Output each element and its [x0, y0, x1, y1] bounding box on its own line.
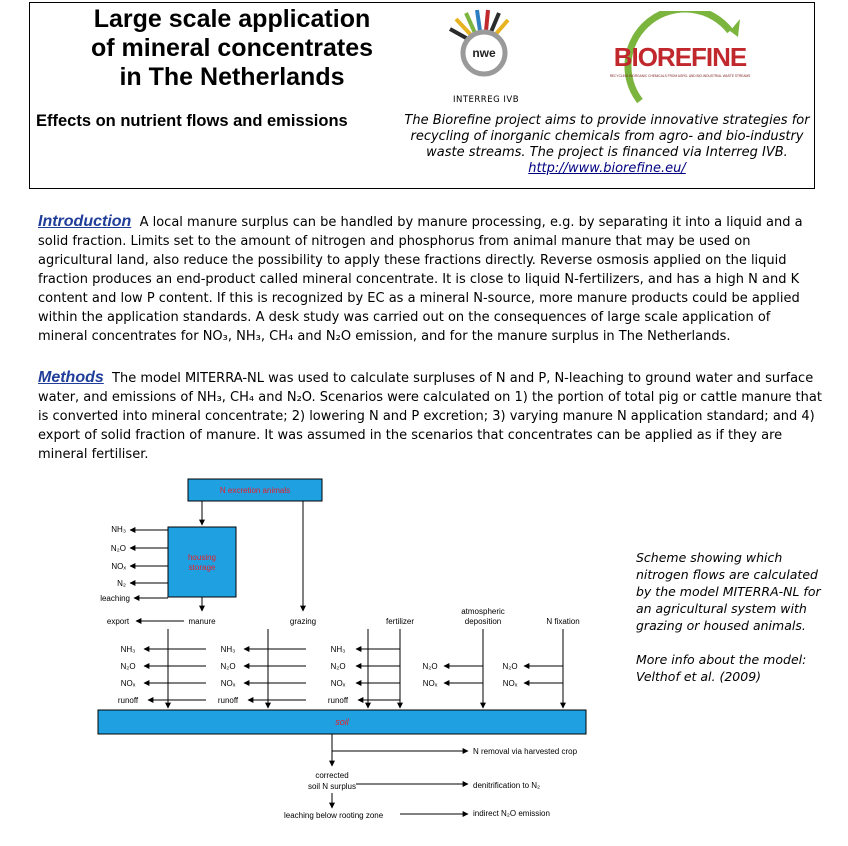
housing-out-nh3: NH₃ [111, 525, 126, 534]
housing-out-n2o: N₂O [110, 544, 126, 553]
surplus-label-2: soil N surplus [307, 782, 357, 791]
col1-runoff: runoff [117, 696, 139, 705]
col2-nox: NOₓ [220, 679, 236, 688]
introduction-text: A local manure surplus can be handled by manure processing, e.g. by separating it into a liquid and a solid fraction. Limits set to the amount of nitrogen and phosphorus from animal manure that may be used on agricultural land, also reduce the possibility to apply these fractions directly. Reverse osmosis applied on the liquid fraction produces an end-product called mineral concentrate. It is close to liquid N-fertilizers, and has a high N and K content and low P content. If this is recognized by EC as a mineral N-source, more manure products could be applied within the application standards. A desk study was carried out on the consequences of large scale application of mineral concentrates for NO₃, NH₃, CH₄ and N₂O emission, and for the manure surplus in The Netherlands. [38, 215, 803, 344]
project-link[interactable]: http://www.biorefine.eu/ [528, 161, 686, 176]
flow-atmospheric: atmospheric [461, 607, 505, 616]
excretion-label: N excretion animals [219, 486, 291, 495]
biorefine-logo [590, 11, 770, 109]
project-description: The Biorefine project aims to provide innovative strategies for recycling of inorganic chemicals from agro- and bio-industry waste streams. The project is financed via Interreg IVB. http://www.biorefine.eu/ [404, 113, 810, 176]
col4-nox: NOₓ [422, 679, 438, 688]
leaching-zone: leaching below rooting zone [284, 811, 384, 820]
introduction-paragraph [38, 212, 822, 346]
methods-paragraph [38, 368, 822, 464]
housing-label: housing [187, 553, 217, 562]
crop-removal: N removal via harvested crop [473, 747, 578, 756]
methods-heading: Methods [38, 369, 104, 386]
nitrogen-flow-diagram [88, 474, 608, 834]
nwe-logo-text: nwe [472, 46, 496, 60]
page-title: Large scale application of mineral concentrates in The Netherlands [90, 5, 374, 91]
biorefine-tagline: RECYCLING INORGANIC CHEMICALS FROM AGRO- AND BIO-INDUSTRIAL WASTE STREAMS [609, 74, 751, 78]
caption-main: Scheme showing which nitrogen flows are calculated by the model MITERRA-NL for an agricultural system with grazing or housed animals. [636, 550, 821, 633]
col5-n2o: N₂O [502, 662, 518, 671]
header-box [29, 2, 815, 189]
col4-n2o: N₂O [422, 662, 438, 671]
flow-deposition: deposition [464, 617, 502, 626]
flow-export: export [106, 617, 130, 626]
interreg-label: INTERREG IVB [452, 95, 520, 105]
flow-manure: manure [188, 617, 216, 626]
soil-label: soil [335, 717, 349, 727]
storage-label: storage [188, 563, 216, 572]
col3-nh3: NH₃ [330, 645, 346, 654]
col1-nh3: NH₃ [120, 645, 136, 654]
col2-runoff: runoff [217, 696, 239, 705]
methods-text: The model MITERRA-NL was used to calculate surpluses of N and P, N-leaching to ground water and surface water, and emissions of NH₃, CH₄ and N₂O. Scenarios were calculated on 1) the portion of total pig or cattle manure that is converted into mineral concentrate; 2) lowering N and P excretion; 3) varying manure N application standard; and 4) export of solid fraction of manure. It was assumed in the scenarios that concentrates can be applied as if they are mineral fertiliser. [38, 371, 822, 462]
col2-n2o: N₂O [220, 662, 236, 671]
introduction-heading: Introduction [38, 213, 132, 230]
col3-runoff: runoff [327, 696, 349, 705]
diagram-caption [636, 549, 826, 702]
col2-nh3: NH₃ [220, 645, 236, 654]
subtitle: Effects on nutrient flows and emissions [36, 112, 348, 130]
flow-grazing: grazing [289, 617, 317, 626]
housing-out-leaching: leaching [100, 594, 130, 603]
housing-out-nox: NOₓ [111, 562, 126, 571]
housing-out-n2: N₂ [117, 579, 126, 588]
col3-n2o: N₂O [330, 662, 346, 671]
nwe-logo [446, 9, 522, 79]
col5-nox: NOₓ [502, 679, 518, 688]
flow-fertilizer: fertilizer [385, 617, 415, 626]
col3-nox: NOₓ [330, 679, 346, 688]
col1-nox: NOₓ [120, 679, 136, 688]
indirect-n2o: indirect N₂O emission [473, 809, 550, 818]
surplus-label-1: corrected [315, 771, 349, 780]
denitrification: denitrification to N₂ [473, 781, 541, 790]
flow-nfixation: N fixation [546, 617, 580, 626]
caption-more: More info about the model: Velthof et al. (2009) [636, 652, 807, 684]
col1-n2o: N₂O [120, 662, 136, 671]
biorefine-wordmark: BIOREFINE [613, 42, 747, 72]
